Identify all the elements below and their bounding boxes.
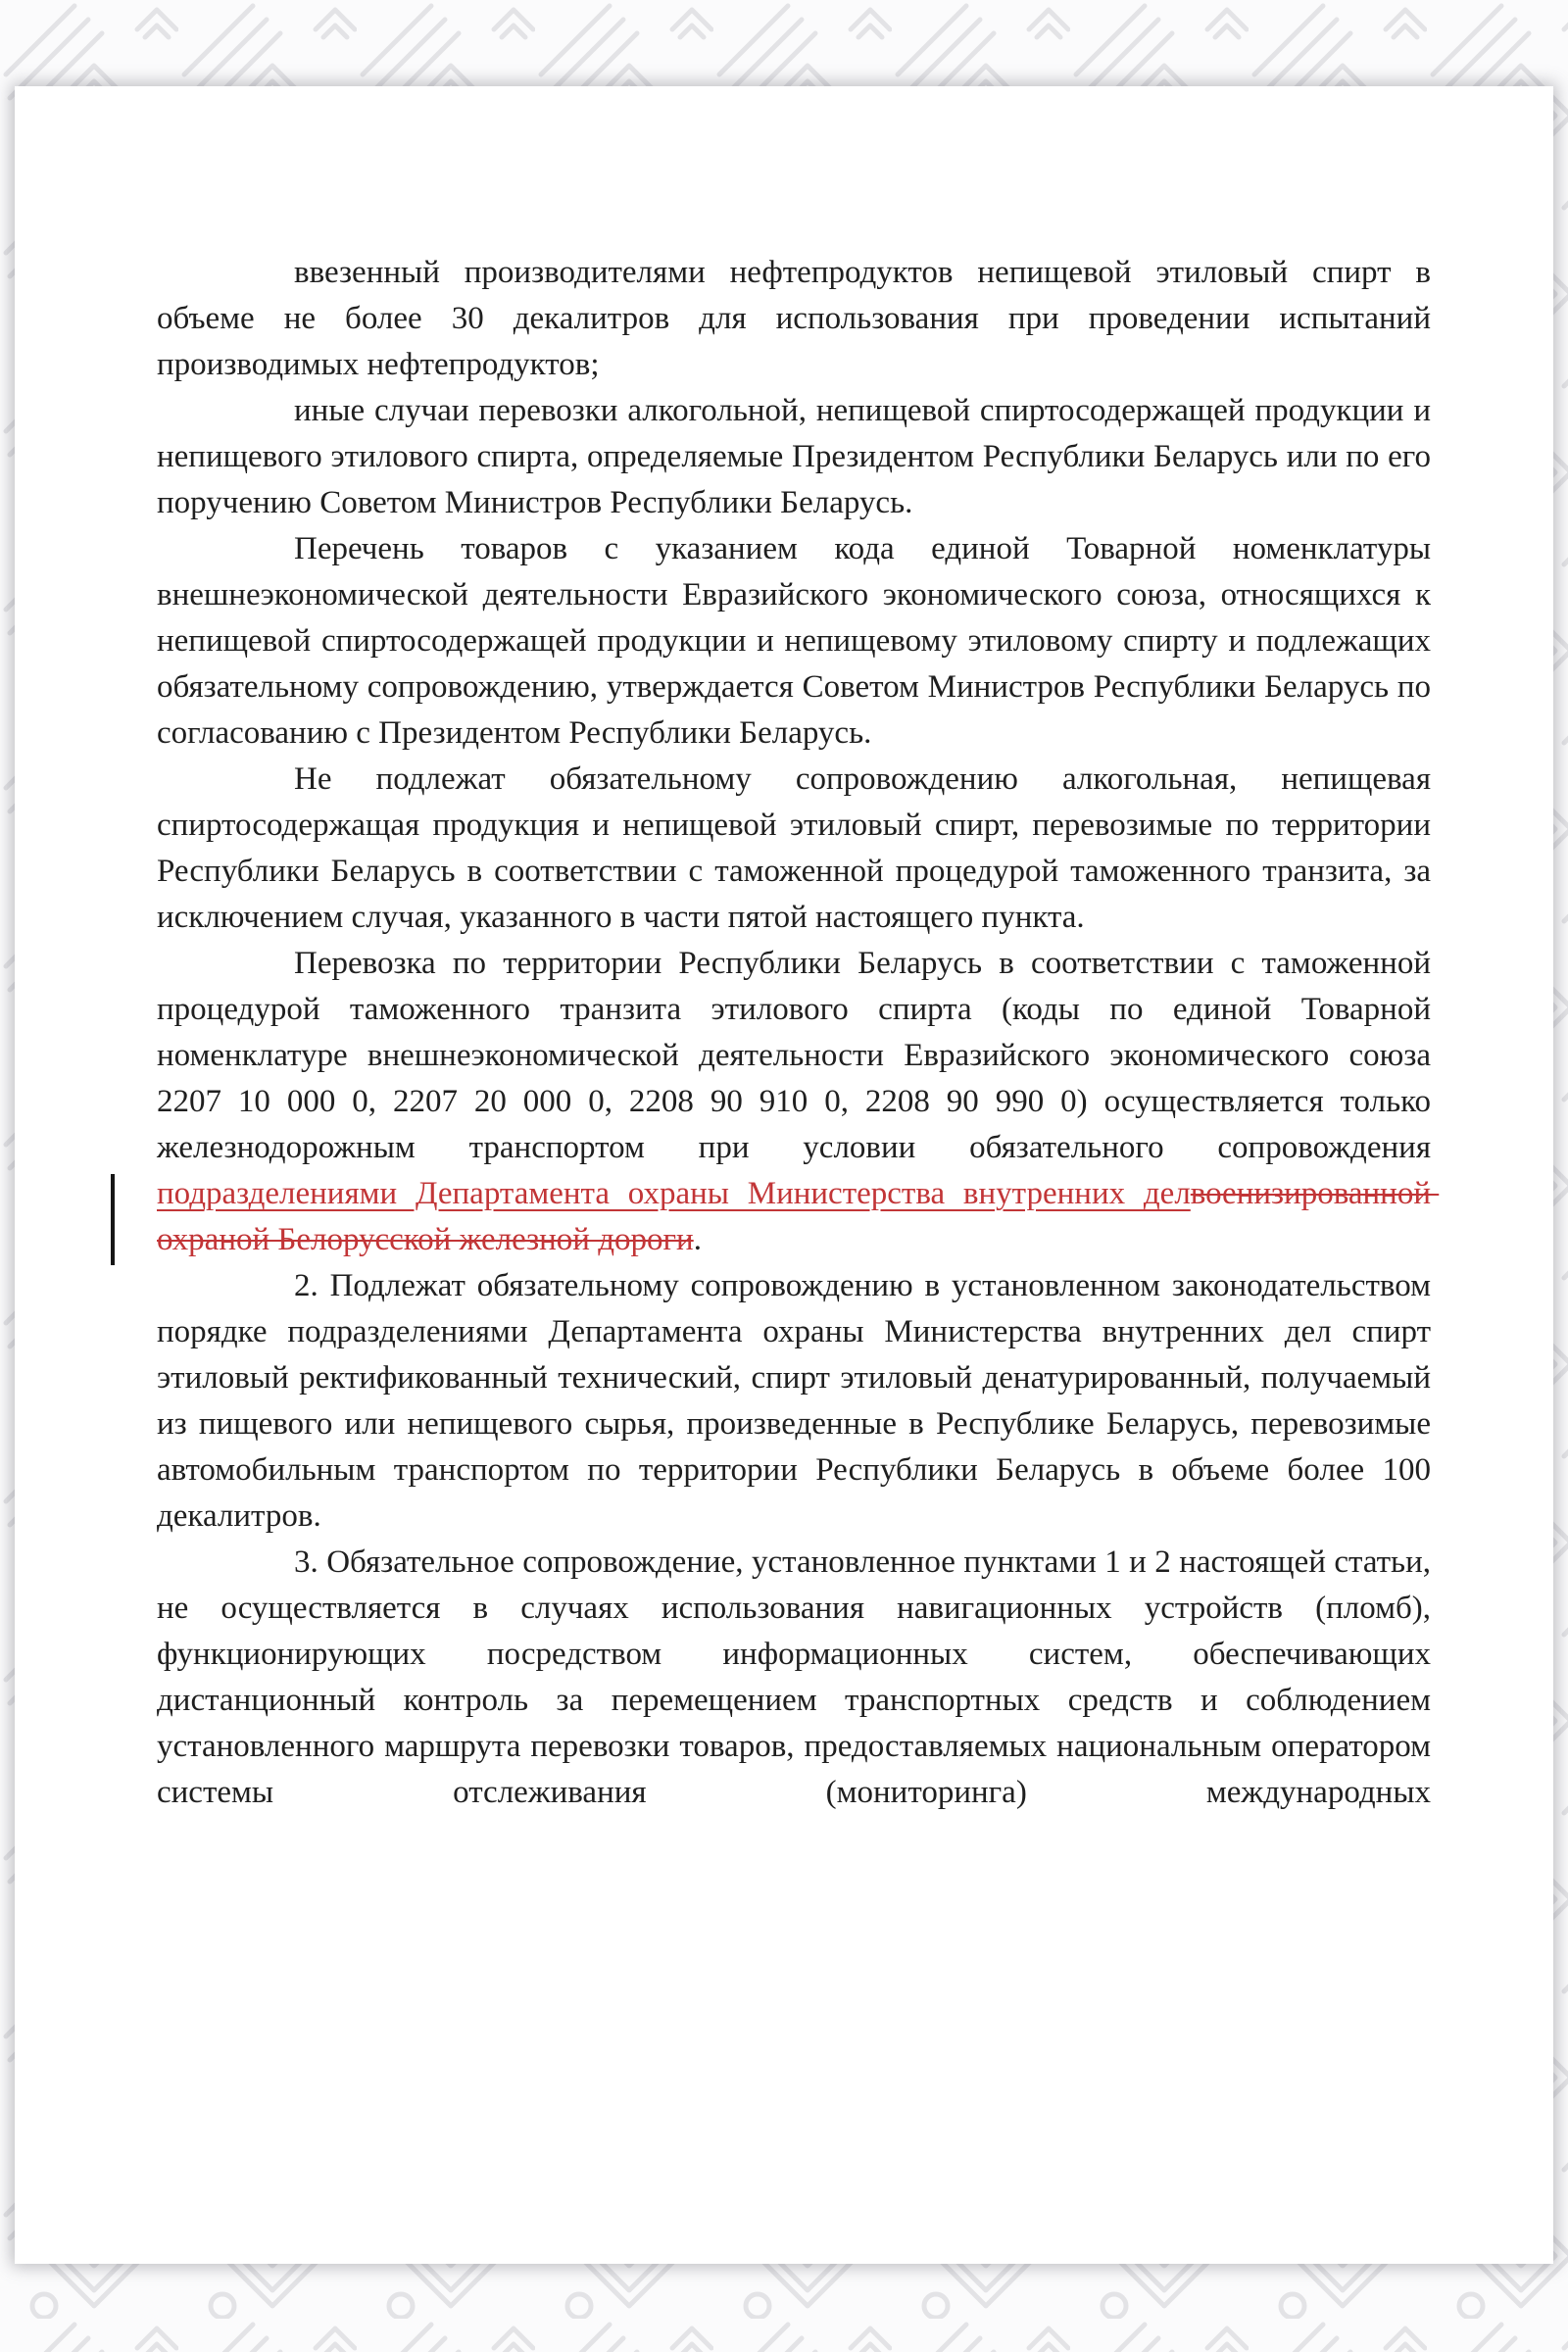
paragraph: [157, 388, 1440, 526]
revision-change-bar: [111, 1174, 115, 1265]
paragraph: [157, 526, 1440, 757]
text-run: 2. Подлежат обязательному сопровождению в установленном законодательством порядке подразделениями Департамента охраны Министерства внутренних дел спирт этиловый ректификованный технический, спирт этиловый денатурированный, получаемый из пищевого или непищевого сырья, произведенные в Республике Беларусь, перевозимые автомобильным транспортом по территории Республики Беларусь в объеме более 100 декалитров.: [157, 1268, 1440, 1534]
paragraph: [157, 941, 1440, 1263]
text-run: Перевозка по территории Республики Беларусь в соответствии с таможенной процедурой таможенного транзита этилового спирта (коды по единой Товарной номенклатуре внешнеэкономической деятельности Евразийского экономического союза 2207 10 000 0, 2207 20 000 0, 2208 90 910 0, 2208 90 990 0) осуществляется только железнодорожным транспортом при условии обязательного сопровождения: [157, 946, 1440, 1165]
text-run: 3. Обязательное сопровождение, установленное пунктами 1 и 2 настоящей статьи, не осуществляется в случаях использования навигационных устройств (пломб), функционирующих посредством информационных систем, обеспечивающих дистанционный контроль за перемещением транспортных средств и соблюдением установленного маршрута перевозки товаров, предоставляемых национальным оператором системы отслеживания (мониторинга) международных: [157, 1544, 1440, 1810]
text-run: Перечень товаров с указанием кода единой Товарной номенклатуры внешнеэкономической деятельности Евразийского экономического союза, относящихся к непищевой спиртосодержащей продукции и непищевому этиловому спирту и подлежащих обязательному сопровождению, утверждается Советом Министров Республики Беларусь по согласованию с Президентом Республики Беларусь.: [157, 531, 1440, 751]
paragraph: [157, 1263, 1440, 1540]
text-run: Не подлежат обязательному сопровождению алкогольная, непищевая спиртосодержащая продукция и непищевой этиловый спирт, перевозимые по территории Республики Беларусь в соответствии с таможенной процедурой таможенного транзита, за исключением случая, указанного в части пятой настоящего пункта.: [157, 761, 1440, 935]
paragraph: [157, 1540, 1440, 1816]
paragraph: [157, 757, 1440, 941]
text-run: иные случаи перевозки алкогольной, непищевой спиртосодержащей продукции и непищевого этилового спирта, определяемые Президентом Республики Беларусь или по его поручению Советом Министров Республики Беларусь.: [157, 393, 1440, 520]
document-text: [157, 250, 1440, 1816]
deleted-text: военизированной охраной Белорусской железной дороги: [157, 1176, 1440, 1257]
text-run: .: [693, 1222, 702, 1257]
paragraph: [157, 250, 1440, 388]
document-page: [15, 86, 1553, 2264]
inserted-text: подразделениями Департамента охраны Министерства внутренних дел: [157, 1176, 1191, 1211]
text-run: ввезенный производителями нефтепродуктов непищевой этиловый спирт в объеме не более 30 декалитров для использования при проведении испытаний производимых нефтепродуктов;: [157, 255, 1440, 382]
